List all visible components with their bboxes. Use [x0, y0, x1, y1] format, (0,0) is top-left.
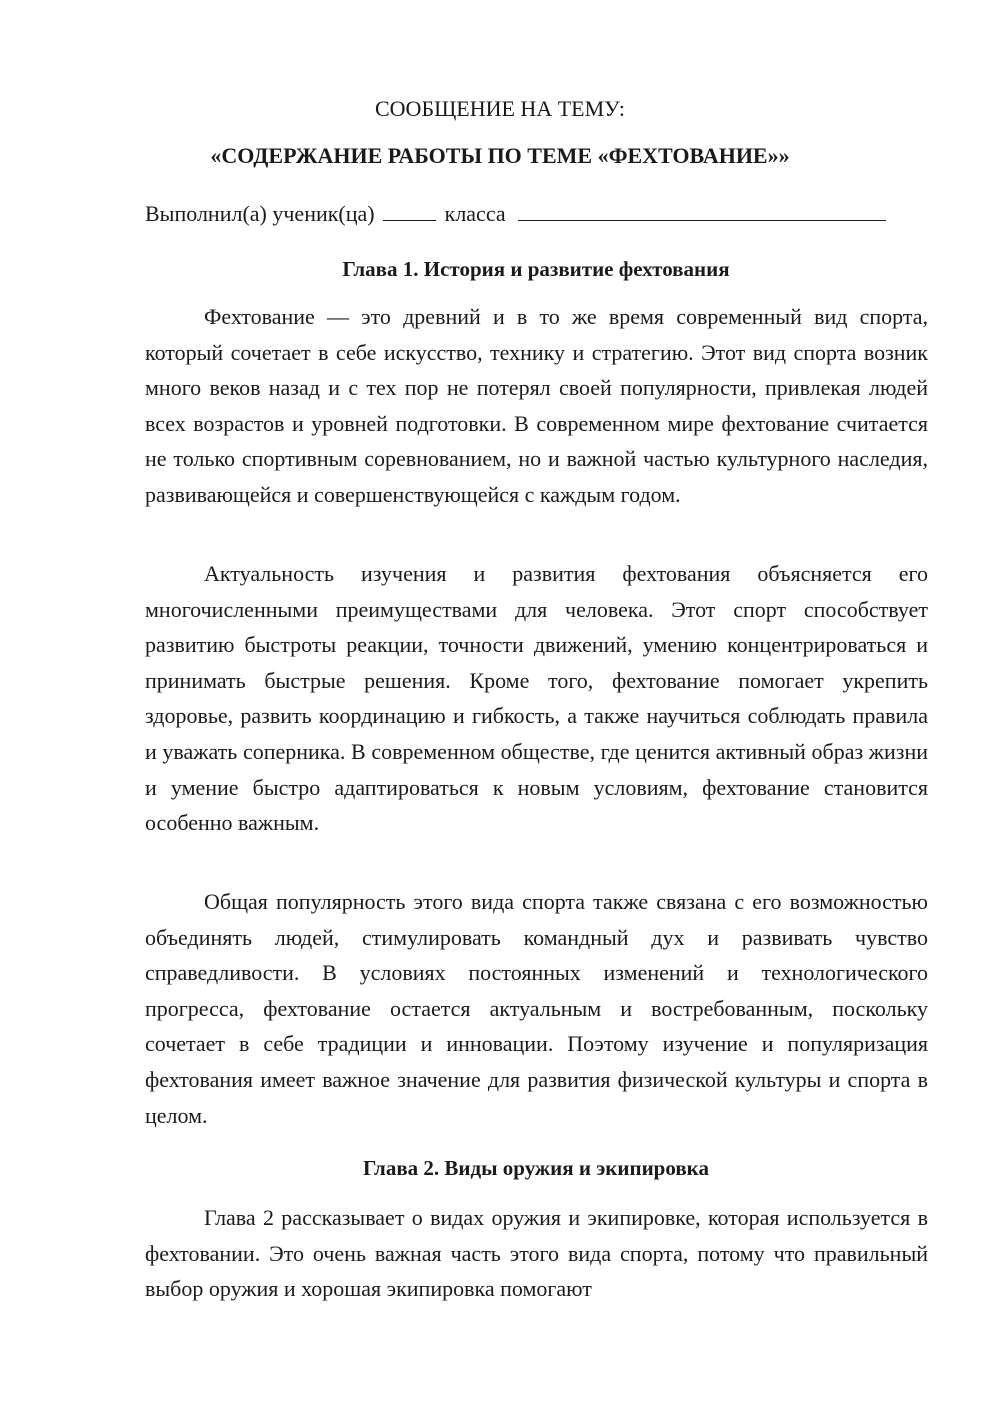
chapter-2-title: Глава 2. Виды оружия и экипировка — [363, 1156, 709, 1180]
student-name-blank — [518, 198, 886, 221]
chapter-1-paragraph-3: Общая популярность этого вида спорта также связана с его возможностью объединять людей, стимулировать командный дух и развивать чувство справедливости. В условиях постоянных изменений и технологического прогресса, фехтование остается актуальным и востребованным, поскольку сочетает в себе традиции и инновации. Поэтому изучение и популяризация фехтования имеет важное значение для развития физической культуры и спорта в целом. — [145, 889, 928, 1128]
chapter-1-title: Глава 1. История и развитие фехтования — [342, 257, 730, 281]
report-title: «СОДЕРЖАНИЕ РАБОТЫ ПО ТЕМЕ «ФЕХТОВАНИЕ»» — [210, 143, 790, 168]
author-line — [145, 198, 886, 229]
chapter-1-paragraph-1: Фехтование — это древний и в то же время современный вид спорта, который сочетает в себе искусство, технику и стратегию. Этот вид спорта возник много веков назад и с тех пор не потерял своей популярности, привлекая людей всех возрастов и уровней подготовки. В современном мире фехтование считается не только спортивным соревнованием, но и важной частью культурного наследия, развивающейся и совершенствующейся с каждым годом. — [145, 304, 928, 507]
performed-by-label: Выполнил(а) ученик(ца) — [145, 201, 375, 226]
report-topic-heading: СООБЩЕНИЕ НА ТЕМУ: — [375, 96, 625, 121]
class-number-blank — [383, 198, 436, 221]
chapter-2-paragraph-1: Глава 2 рассказывает о видах оружия и экипировке, которая используется в фехтовании. Это очень важная часть этого вида спорта, потому что правильный выбор оружия и хорошая экипировка помогают — [145, 1205, 928, 1302]
chapter-1-paragraph-2: Актуальность изучения и развития фехтования объясняется его многочисленными преимуществами для человека. Этот спорт способствует развитию быстроты реакции, точности движений, умению концентрироваться и принимать быстрые решения. Кроме того, фехтование помогает укрепить здоровье, развить координацию и гибкость, а также научиться соблюдать правила и уважать соперника. В современном обществе, где ценится активный образ жизни и умение быстро адаптироваться к новым условиям, фехтование становится особенно важным. — [145, 561, 928, 836]
class-label: класса — [444, 201, 506, 226]
